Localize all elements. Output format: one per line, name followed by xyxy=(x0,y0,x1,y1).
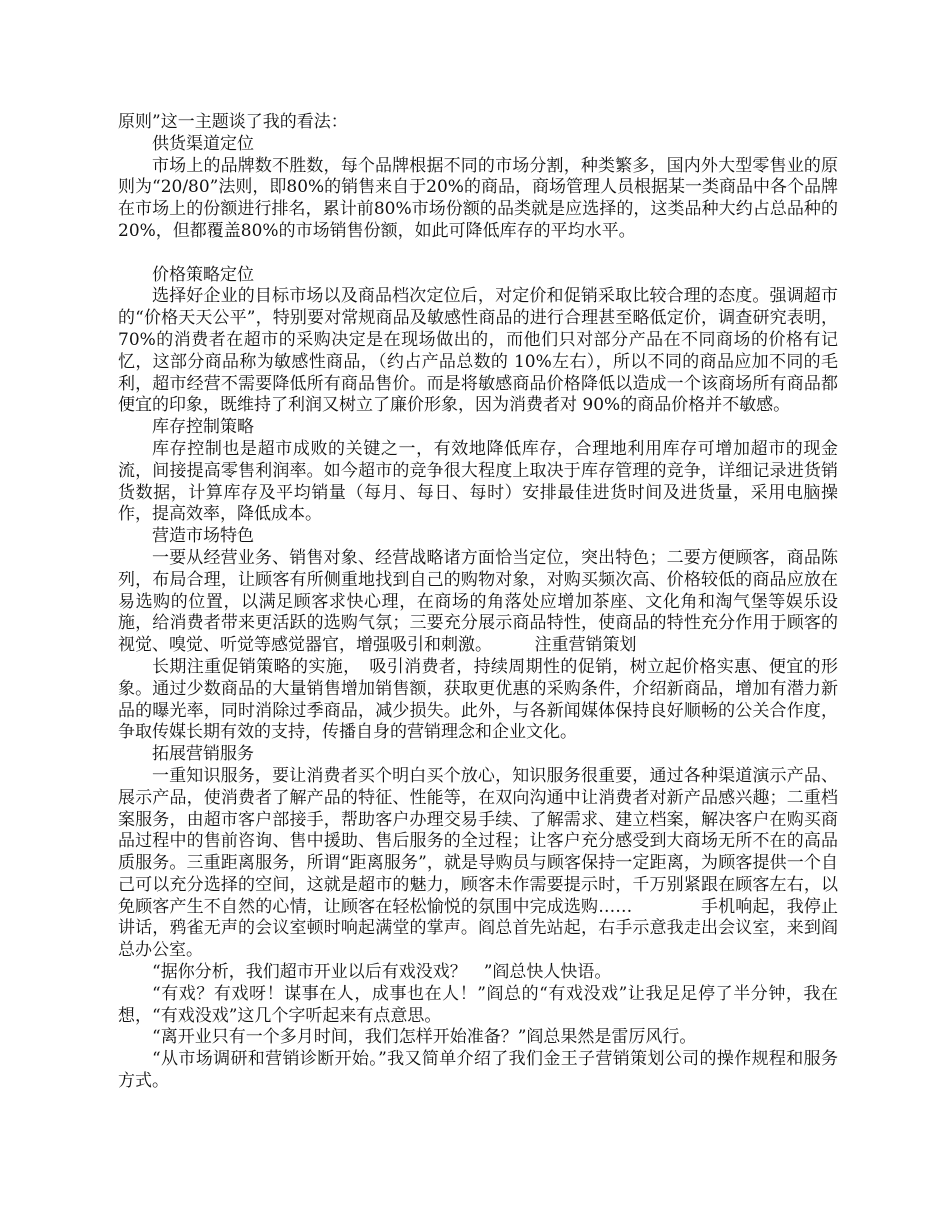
section-heading-supply-channel: 供货渠道定位 xyxy=(152,133,254,154)
paragraph-inventory: 库存控制也是超市成败的关键之一，有效地降低库存，合理地利用库存可增加超市的现金流，间接提高零售利润率。如今超市的竞争很大程度上取决于库存管理的竞争，详细记录进货销货数据，计算库存及平均销量（每月、每日、每时）安排最佳进货时间及进货量，采用电脑操作，提高效率，降低成本。 xyxy=(118,438,838,525)
document-body xyxy=(118,112,838,1093)
paragraph-services: 一重知识服务，要让消费者买个明白买个放心，知识服务很重要，通过各种渠道演示产品、展示产品，使消费者了解产品的特征、性能等，在双向沟通中让消费者对新产品感兴趣；二重档案服务，由超市客户部接手，帮助客户办理交易手续、了解需求、建立档案，解决客户在购买商品过程中的售前咨询、售中援助、售后服务的全过程；让客户充分感受到大商场无所不在的高品质服务。三重距离服务，所谓“距离服务”，就是导购员与顾客保持一定距离，为顾客提供一个自己可以充分选择的空间，这就是超市的魅力，顾客未作需要提示时，千万别紧跟在顾客左右，以免顾客产生不自然的心情，让顾客在轻松愉悦的氛围中完成选购…… 手机响起，我停止讲话，鸦雀无声的会议室顿时响起满堂的掌声。阎总首先站起，右手示意我走出会议室，来到阎总办公室。 xyxy=(118,765,838,961)
paragraph-dialogue-4: “从市场调研和营销诊断开始。”我又简单介绍了我们金王子营销策划公司的操作规程和服务方式。 xyxy=(118,1049,838,1092)
section-heading-inventory: 库存控制策略 xyxy=(152,417,254,438)
paragraph-dialogue-1: “据你分析，我们超市开业以后有戏没戏？ ”阎总快人快语。 xyxy=(152,962,612,983)
paragraph-pricing: 选择好企业的目标市场以及商品档次定位后，对定价和促销采取比较合理的态度。强调超市的“价格天天公平”，特别要对常规商品及敏感性商品的进行合理甚至略低定价，调查研究表明，70%的消费者在超市的采购决定是在现场做出的，而他们只对部分产品在不同商场的价格有记忆，这部分商品称为敏感性商品，（约占产品总数的 10%左右），所以不同的商品应加不同的毛利，超市经营不需要降低所有商品售价。而是将敏感商品价格降低以造成一个该商场所有商品都便宜的印象，既维持了利润又树立了廉价形象，因为消费者对 90%的商品价格并不敏感。 xyxy=(118,286,838,416)
paragraph-intro: 原则”这一主题谈了我的看法： xyxy=(118,112,348,132)
section-heading-pricing: 价格策略定位 xyxy=(152,264,254,285)
paragraph-market-features: 一要从经营业务、销售对象、经营战略诸方面恰当定位，突出特色；二要方便顾客，商品陈列，布局合理，让顾客有所侧重地找到自己的购物对象，对购买频次高、价格较低的商品应放在易选购的位置，以满足顾客求快心理，在商场的角落处应增加茶座、文化角和淘气堡等娱乐设施，给消费者带来更活跃的选购气氛；三要充分展示商品特性，使商品的特性充分作用于顾客的视觉、嗅觉、听觉等感觉器官，增强吸引和刺激。 注重营销策划 xyxy=(118,547,838,656)
section-heading-market-features: 营造市场特色 xyxy=(152,526,254,547)
paragraph-promotion: 长期注重促销策略的实施， 吸引消费者，持续周期性的促销，树立起价格实惠、便宜的形象。通过少数商品的大量销售增加销售额，获取更优惠的采购条件，介绍新商品，增加有潜力新品的曝光率，同时消除过季商品，减少损失。此外，与各新闻媒体保持良好顺畅的公关合作度，争取传媒长期有效的支持，传播自身的营销理念和企业文化。 xyxy=(118,656,838,743)
paragraph-dialogue-2: “有戏？有戏呀！谋事在人，成事也在人！”阎总的“有戏没戏”让我足足停了半分钟，我在想，“有戏没戏”这几个字听起来有点意思。 xyxy=(118,983,838,1026)
paragraph-supply-channel: 市场上的品牌数不胜数，每个品牌根据不同的市场分割，种类繁多，国内外大型零售业的原则为“20/80”法则，即80%的销售来自于20%的商品，商场管理人员根据某一类商品中各个品牌在市场上的份额进行排名，累计前80%市场份额的品类就是应选择的，这类品种大约占总品种的20%，但都覆盖80%的市场销售份额，如此可降低库存的平均水平。 xyxy=(118,155,838,241)
paragraph-dialogue-3: “离开业只有一个多月时间，我们怎样开始准备？”阎总果然是雷厉风行。 xyxy=(152,1027,697,1048)
blank-line xyxy=(118,243,838,265)
section-heading-services: 拓展营销服务 xyxy=(152,744,254,765)
